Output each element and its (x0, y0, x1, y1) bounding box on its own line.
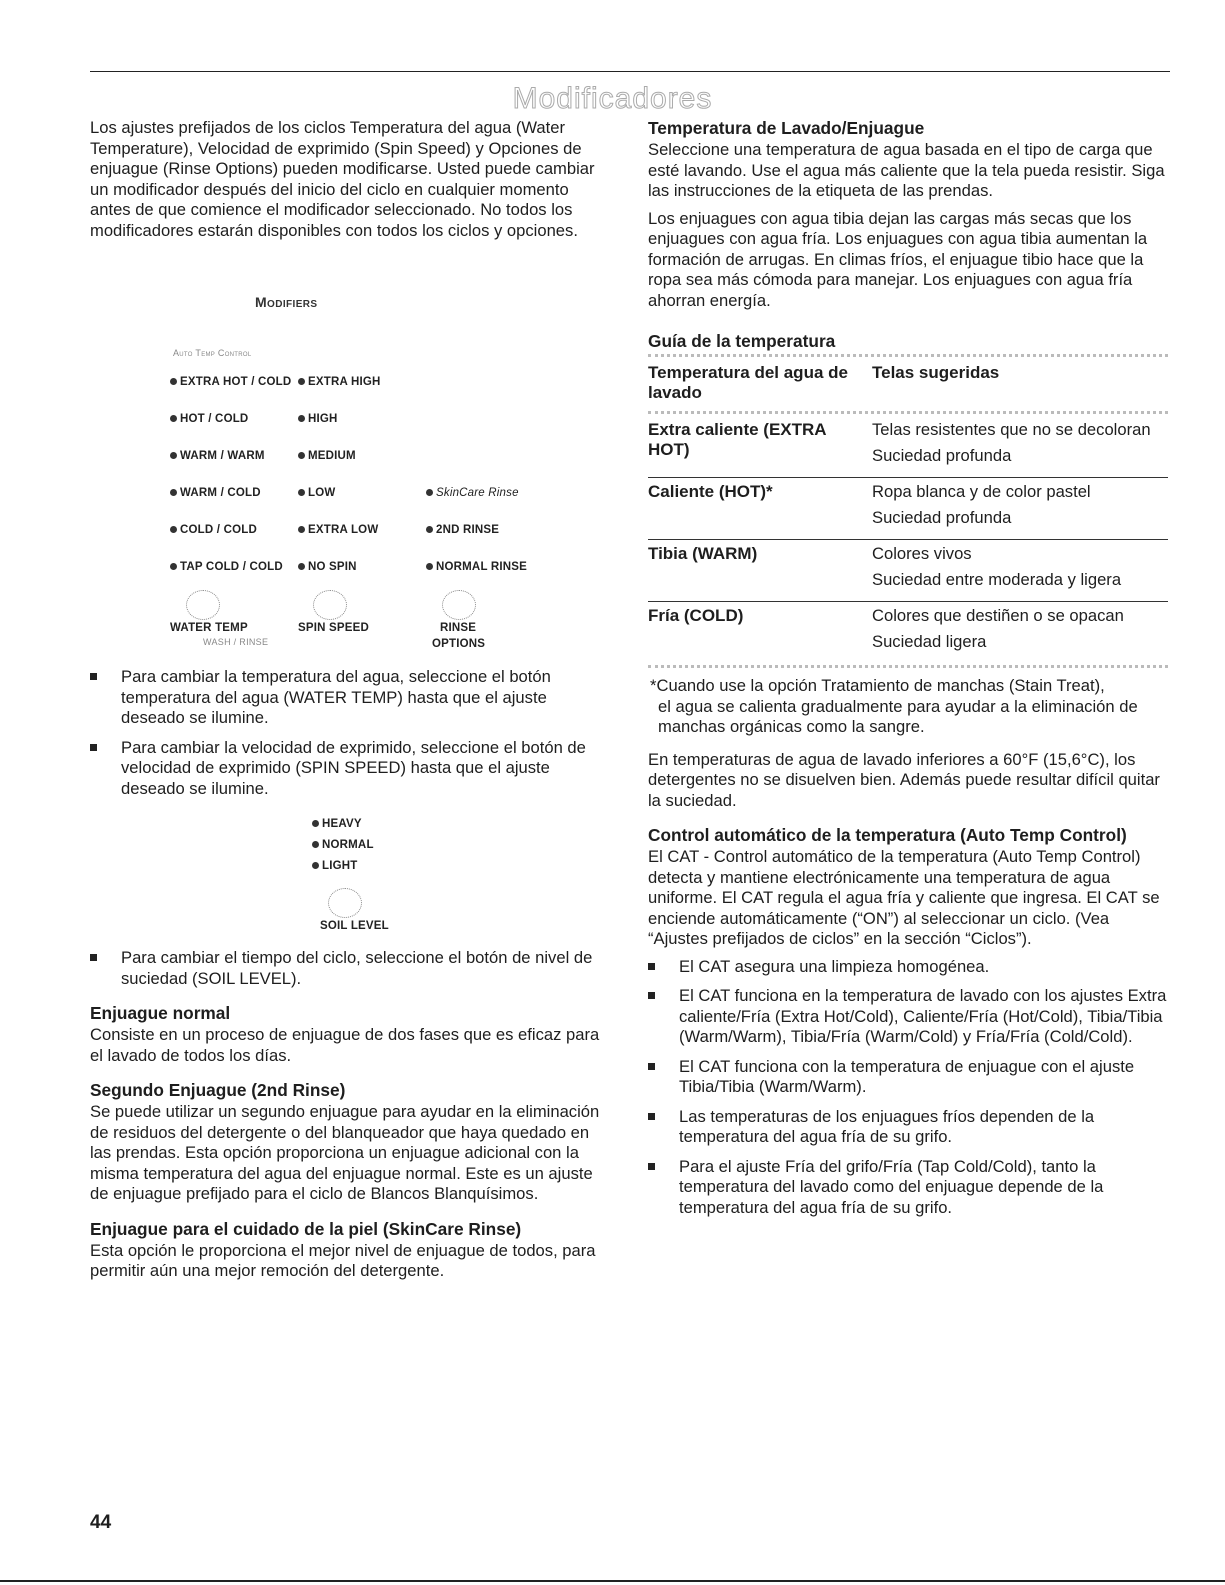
indicator-light-icon (170, 415, 177, 422)
indicator-light-icon (170, 378, 177, 385)
top-rule (90, 71, 1170, 72)
water-temp-label: WATER TEMP (170, 622, 248, 634)
spin-speed-option: MEDIUM (298, 450, 356, 462)
list-item: El CAT funciona en la temperatura de lavado con los ajustes Extra caliente/Fría (Extra Hot/Cold), Caliente/Fría (Hot/Cold), Tibia/Tibia (Warm/Warm), Tibia/Fría (Warm/Cold) y Fría/Fría (Cold/Cold). (648, 986, 1168, 1048)
spin-speed-knob-icon (313, 590, 347, 620)
spin-speed-option: HIGH (298, 413, 338, 425)
table-row (648, 601, 1168, 663)
indicator-light-icon (170, 489, 177, 496)
soil-level-knob-icon (328, 888, 362, 918)
spin-speed-option: EXTRA LOW (298, 524, 378, 536)
indicator-light-icon (298, 563, 305, 570)
indicator-light-icon (426, 563, 433, 570)
table-cell (872, 420, 1168, 471)
table-header-row (648, 359, 1168, 409)
water-temp-option: WARM / COLD (170, 487, 261, 499)
modifiers-panel-illustration (90, 248, 610, 653)
indicator-light-icon (170, 563, 177, 570)
soil-level-option: NORMAL (312, 839, 374, 851)
panel-instructions-list (90, 667, 610, 799)
footnote-line: *Cuando use la opción Tratamiento de manchas (Stain Treat), (650, 676, 1105, 695)
fabric-text: Ropa blanca y de color pastel (872, 482, 1091, 501)
rinse-option: NORMAL RINSE (426, 561, 527, 573)
water-temp-option: TAP COLD / COLD (170, 561, 283, 573)
spin-speed-option: NO SPIN (298, 561, 357, 573)
section-heading: Segundo Enjuague (2nd Rinse) (90, 1080, 346, 1100)
section-heading: Enjuague normal (90, 1003, 231, 1023)
table-cell: Tibia (WARM) (648, 544, 758, 563)
section-heading: Enjuague para el cuidado de la piel (SkinCare Rinse) (90, 1218, 522, 1239)
fabric-text: Suciedad profunda (872, 507, 1012, 527)
fabric-text: Telas resistentes que no se decoloran (872, 420, 1151, 439)
auto-temp-control-label: Auto Temp Control (173, 348, 252, 358)
table-header-cell: Telas sugeridas (872, 363, 1000, 382)
section-heading: Temperatura de Lavado/Enjuague (648, 118, 925, 138)
panel-heading: Modifiers (255, 294, 318, 310)
list-item: Para el ajuste Fría del grifo/Fría (Tap Cold/Cold), tanto la temperatura del lavado como del enjuague depende de la temperatura del agua fría de su grifo. (648, 1157, 1168, 1219)
water-temp-knob-icon (186, 590, 220, 620)
section-body: En temperaturas de agua de lavado inferiores a 60°F (15,6°C), los detergentes no se disuelven bien. Además puede resultar difícil quitar la suciedad. (648, 749, 1160, 810)
spin-speed-label: SPIN SPEED (298, 622, 370, 634)
list-item: Para cambiar la temperatura del agua, seleccione el botón temperatura del agua (WATER TEMP) hasta que el ajuste deseado se ilumine. (90, 667, 610, 729)
indicator-light-icon (298, 452, 305, 459)
rinse-option: SkinCare Rinse (426, 487, 519, 499)
indicator-light-icon (170, 452, 177, 459)
page-number: 44 (90, 1512, 112, 1533)
fabric-text: Suciedad entre moderada y ligera (872, 569, 1122, 589)
indicator-light-icon (312, 862, 319, 869)
right-column (648, 118, 1168, 1227)
section-heading: Control automático de la temperatura (Auto Temp Control) (648, 825, 1127, 845)
indicator-light-icon (312, 841, 319, 848)
list-item: Para cambiar el tiempo del ciclo, seleccione el botón de nivel de suciedad (SOIL LEVEL). (90, 948, 610, 989)
dotted-rule (648, 665, 1168, 668)
rinse-label: RINSE (440, 622, 477, 634)
section-body: Se puede utilizar un segundo enjuague para ayudar en la eliminación de residuos del detergente o del blanqueador que haya quedado en las prendas. Esta opción proporciona un enjuague adicional con la misma temperatura del agua del enjuague normal. Este es un ajuste de enjuague prefijado para el ciclo de Blancos Blanquísimos. (90, 1102, 600, 1203)
indicator-light-icon (298, 489, 305, 496)
soil-level-option: HEAVY (312, 818, 362, 830)
table-cell (872, 606, 1168, 657)
options-label: OPTIONS (432, 638, 486, 650)
section-body: Consiste en un proceso de enjuague de dos fases que es eficaz para el lavado de todos los días. (90, 1025, 600, 1065)
fabric-text: Suciedad profunda (872, 445, 1012, 465)
indicator-light-icon (170, 526, 177, 533)
footnote (648, 676, 1168, 738)
rinse-options-knob-icon (442, 590, 476, 620)
section-body: Esta opción le proporciona el mejor nivel de enjuague de todos, para permitir aún una mejor remoción del detergente. (90, 1240, 596, 1280)
indicator-light-icon (426, 489, 433, 496)
section-body: El CAT - Control automático de la temperatura (Auto Temp Control) detecta y mantiene electrónicamente una temperatura de agua uniforme. El CAT regula el agua fría y caliente que ingresa. El CAT se enciende automáticamente (“ON”) al seleccionar un ciclo. (Vea “Ajustes prefijados de ciclos” en la sección “Ciclos”). (648, 847, 1160, 948)
soil-level-option: LIGHT (312, 860, 358, 872)
section-body: Los enjuagues con agua tibia dejan las cargas más secas que los enjuagues con agua fría. Los enjuagues con agua tibia aumentan la formación de arrugas. En climas fríos, el enjuague tibio hace que la ropa sea más cómoda para manejar. Los enjuagues con agua fría ahorran energía. (648, 208, 1148, 310)
temperature-guide-heading: Guía de la temperatura (648, 331, 836, 351)
indicator-light-icon (298, 378, 305, 385)
table-cell: Fría (COLD) (648, 606, 744, 625)
table-row (648, 539, 1168, 601)
wash-rinse-label: WASH / RINSE (203, 637, 269, 647)
rinse-option: 2ND RINSE (426, 524, 499, 536)
table-cell: Caliente (HOT)* (648, 482, 773, 501)
table-row (648, 416, 1168, 477)
indicator-light-icon (298, 415, 305, 422)
temperature-guide-table (648, 359, 1168, 663)
table-cell (872, 482, 1168, 533)
dotted-rule (648, 411, 1168, 414)
table-row (648, 477, 1168, 539)
table-cell: Extra caliente (EXTRA HOT) (648, 420, 826, 459)
water-temp-option: HOT / COLD (170, 413, 248, 425)
list-item: El CAT asegura una limpieza homogénea. (648, 957, 1168, 978)
list-item: El CAT funciona con la temperatura de enjuague con el ajuste Tibia/Tibia (Warm/Warm). (648, 1057, 1168, 1098)
fabric-text: Colores vivos (872, 544, 972, 563)
fabric-text: Colores que destiñen o se opacan (872, 606, 1124, 625)
page-title: Modificadores (512, 82, 713, 115)
fabric-text: Suciedad ligera (872, 631, 987, 651)
indicator-light-icon (298, 526, 305, 533)
table-header-cell: Temperatura del agua de lavado (648, 363, 848, 402)
spin-speed-option: EXTRA HIGH (298, 376, 381, 388)
indicator-light-icon (426, 526, 433, 533)
intro-paragraph: Los ajustes prefijados de los ciclos Temperatura del agua (Water Temperature), Velocidad de exprimido (Spin Speed) y Opciones de enjuague (Rinse Options) pueden modificarse. Usted puede cambiar un modificador después del inicio del ciclo en cualquier momento antes de que comience el modificador seleccionado. No todos los modificadores estarán disponibles con todos los ciclos y opciones. (90, 118, 595, 240)
cat-list (648, 957, 1168, 1219)
dotted-rule (648, 354, 1168, 357)
left-column (90, 118, 610, 1289)
indicator-light-icon (312, 820, 319, 827)
bottom-rule (0, 1580, 1225, 1582)
section-body: Seleccione una temperatura de agua basada en el tipo de carga que esté lavando. Use el agua más caliente que la tela pueda resistir. Siga las instrucciones de la etiqueta de las prendas. (648, 140, 1165, 200)
footnote-line: el agua se calienta gradualmente para ayudar a la eliminación de manchas orgánicas como la sangre. (658, 696, 1138, 736)
table-cell (872, 544, 1168, 595)
soil-level-label: SOIL LEVEL (320, 920, 389, 932)
spin-speed-option: LOW (298, 487, 335, 499)
water-temp-option: COLD / COLD (170, 524, 257, 536)
water-temp-option: WARM / WARM (170, 450, 265, 462)
soil-instructions-list (90, 948, 610, 989)
list-item: Las temperaturas de los enjuagues fríos dependen de la temperatura del agua fría de su grifo. (648, 1107, 1168, 1148)
soil-level-illustration (90, 808, 610, 948)
list-item: Para cambiar la velocidad de exprimido, seleccione el botón de velocidad de exprimido (SPIN SPEED) hasta que el ajuste deseado se ilumine. (90, 738, 610, 800)
water-temp-option: EXTRA HOT / COLD (170, 376, 291, 388)
